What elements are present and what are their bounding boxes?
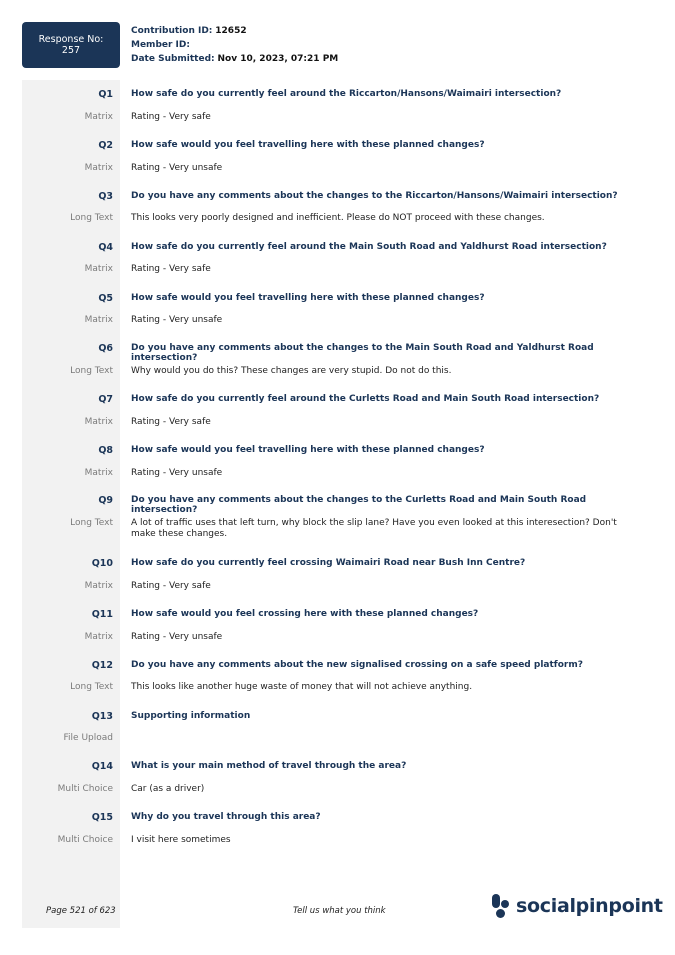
question-type: Matrix: [84, 417, 113, 427]
answer-text: Rating - Very safe: [131, 112, 211, 122]
submission-meta: [131, 24, 338, 66]
question-text: How safe do you currently feel crossing Waimairi Road near Bush Inn Centre?: [131, 558, 526, 568]
question-type: Multi Choice: [57, 835, 113, 845]
question-text: Why do you travel through this area?: [131, 812, 321, 822]
question-type: Matrix: [84, 315, 113, 325]
answer-text: Rating - Very safe: [131, 417, 211, 427]
question-text: Do you have any comments about the changes to the Curletts Road and Main South Road intersection?: [131, 495, 587, 515]
question-number: Q2: [98, 140, 113, 151]
answer-text: A lot of traffic uses that left turn, why block the slip lane? Have you even looked at this interesection? Don't make these changes.: [131, 518, 617, 539]
contribution-row: [131, 24, 338, 38]
answer-text: Rating - Very safe: [131, 581, 211, 591]
question-number: Q4: [98, 242, 113, 253]
response-number-box: [22, 22, 120, 68]
question-type: Long Text: [70, 682, 113, 692]
answer-text: Rating - Very unsafe: [131, 315, 223, 325]
question-type: Matrix: [84, 468, 113, 478]
answer-text: Rating - Very unsafe: [131, 468, 223, 478]
answer-text: Rating - Very unsafe: [131, 632, 223, 642]
question-number: Q8: [98, 445, 113, 456]
question-number: Q3: [98, 191, 113, 202]
socialpinpoint-logo: [492, 894, 663, 918]
question-number: Q10: [91, 558, 113, 569]
question-number: Q14: [91, 761, 113, 772]
question-number: Q11: [91, 609, 113, 620]
question-type: Multi Choice: [57, 784, 113, 794]
question-type: Matrix: [84, 264, 113, 274]
date-row: [131, 52, 338, 66]
question-text: How safe do you currently feel around the Main South Road and Yaldhurst Road intersection?: [131, 242, 607, 252]
answer-text: This looks very poorly designed and inefficient. Please do NOT proceed with these changes.: [131, 213, 545, 223]
brand-name: socialpinpoint: [516, 895, 663, 917]
member-row: [131, 38, 338, 52]
question-text: How safe would you feel travelling here with these planned changes?: [131, 445, 485, 455]
question-number: Q7: [98, 394, 113, 405]
question-type: Matrix: [84, 112, 113, 122]
question-text: Supporting information: [131, 711, 251, 721]
answer-text: Rating - Very safe: [131, 264, 211, 274]
answer-text: Why would you do this? These changes are very stupid. Do not do this.: [131, 366, 452, 376]
question-number: Q6: [98, 343, 113, 354]
question-number: Q1: [98, 89, 113, 100]
question-text: What is your main method of travel through the area?: [131, 761, 407, 771]
question-type: Matrix: [84, 632, 113, 642]
question-type: File Upload: [63, 733, 113, 743]
response-label: Response No:: [38, 34, 104, 45]
question-text: Do you have any comments about the new signalised crossing on a safe speed platform?: [131, 660, 583, 670]
question-type: Long Text: [70, 213, 113, 223]
question-text: How safe would you feel travelling here with these planned changes?: [131, 140, 485, 150]
question-type: Matrix: [84, 581, 113, 591]
question-type: Long Text: [70, 366, 113, 376]
response-number: 257: [61, 45, 81, 56]
question-text: Do you have any comments about the changes to the Main South Road and Yaldhurst Road intersection?: [131, 343, 594, 363]
question-text: How safe would you feel travelling here with these planned changes?: [131, 293, 485, 303]
contribution-id: 12652: [215, 26, 247, 36]
question-type: Long Text: [70, 518, 113, 528]
footer-tagline: Tell us what you think: [293, 906, 386, 916]
question-text: How safe do you currently feel around the Curletts Road and Main South Road intersection?: [131, 394, 600, 404]
question-type: Matrix: [84, 163, 113, 173]
answer-text: Car (as a driver): [131, 784, 205, 794]
question-number: Q12: [91, 660, 113, 671]
page-number: Page 521 of 623: [46, 906, 116, 916]
contribution-label: Contribution ID:: [131, 26, 213, 36]
date-label: Date Submitted:: [131, 54, 215, 64]
member-label: Member ID:: [131, 40, 190, 50]
answer-text: Rating - Very unsafe: [131, 163, 223, 173]
question-number: Q13: [91, 711, 113, 722]
question-text: How safe would you feel crossing here with these planned changes?: [131, 609, 479, 619]
question-text: Do you have any comments about the changes to the Riccarton/Hansons/Waimairi intersection?: [131, 191, 618, 201]
question-number: Q5: [98, 293, 113, 304]
answer-text: I visit here sometimes: [131, 835, 231, 845]
answer-text: This looks like another huge waste of money that will not achieve anything.: [131, 682, 473, 692]
question-number: Q15: [91, 812, 113, 823]
question-number: Q9: [98, 495, 113, 506]
question-text: How safe do you currently feel around the Riccarton/Hansons/Waimairi intersection?: [131, 89, 562, 99]
pinpoint-logo-icon: [492, 894, 510, 918]
date-submitted: Nov 10, 2023, 07:21 PM: [217, 54, 339, 64]
